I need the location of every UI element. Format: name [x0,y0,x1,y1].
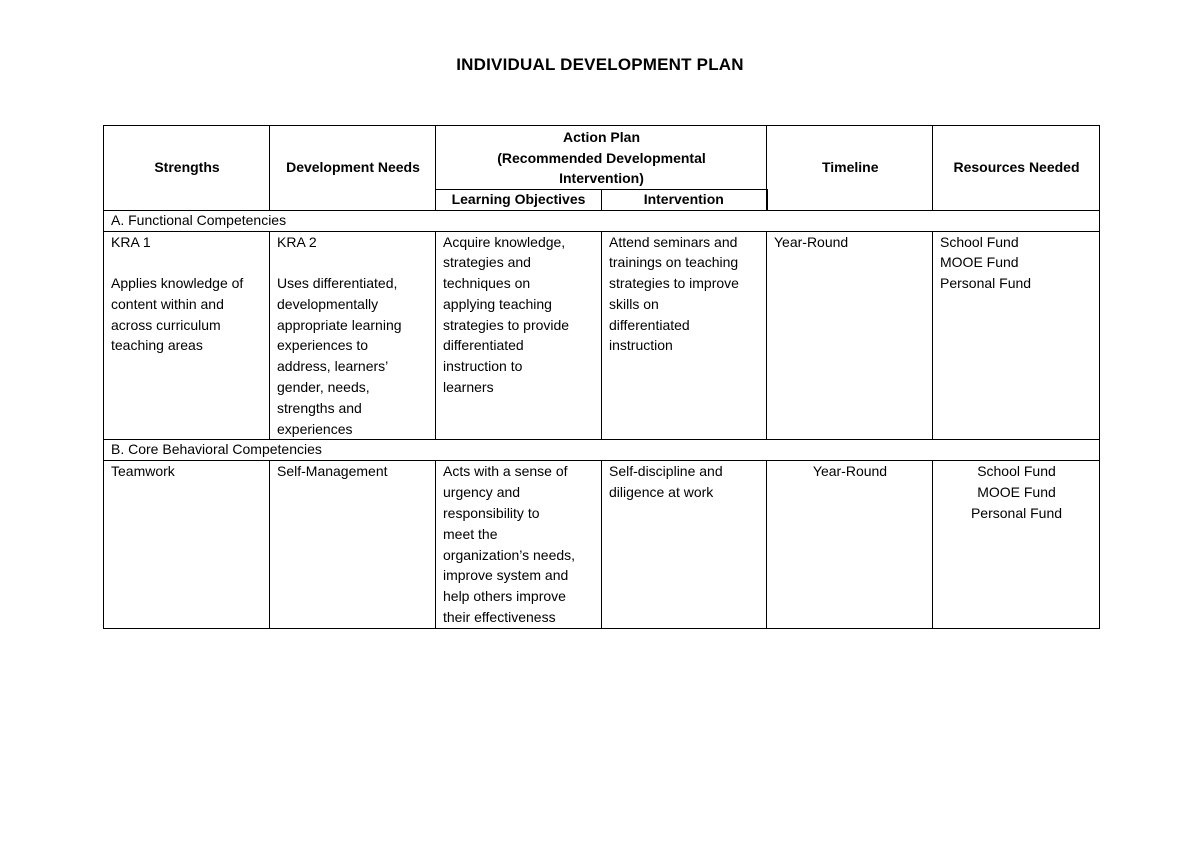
cell-line: Acts with a sense of [443,463,568,480]
header-action-plan [436,126,767,190]
cell-line: address, learners’ [277,358,389,375]
cell-line: appropriate learning [277,316,402,333]
cell-line: content within and [111,295,224,312]
cell-line: applying teaching [443,295,552,312]
header-row [104,126,1100,190]
cell-line: strategies to provide [443,316,570,333]
table-row [104,231,1100,440]
resource-item: Personal Fund [940,275,1032,292]
section-row-functional [104,210,1100,231]
cell-line: learners [443,379,494,396]
cell-line: techniques on [443,275,531,292]
table-row [104,461,1100,629]
cell-line: help others improve [443,588,566,605]
cell-line: across curriculum [111,316,221,333]
cell-line: strengths and [277,399,362,416]
cell-line: developmentally [277,295,379,312]
cell-learning-objectives [436,461,602,629]
cell-line: improve system and [443,567,569,584]
cell-line: instruction to [443,358,523,375]
cell-learning-objectives [436,231,602,440]
header-resources-needed: Resources Needed [933,126,1100,211]
cell-line: differentiated [609,316,690,333]
cell-line: Self-discipline and [609,463,723,480]
cell-line: their effectiveness [443,609,556,626]
cell-line: experiences to [277,337,369,354]
cell-development-needs [270,231,436,440]
cell-line: instruction [609,337,673,354]
section-row-core [104,440,1100,461]
cell-line: diligence at work [609,484,714,501]
page-title: INDIVIDUAL DEVELOPMENT PLAN [456,55,744,74]
cell-line: Acquire knowledge, [443,233,566,250]
header-strengths: Strengths [104,126,270,211]
header-development-needs: Development Needs [270,126,436,211]
cell-intervention [602,461,767,629]
cell-timeline: Year-Round [767,461,933,629]
section-label: A. Functional Competencies [104,210,1100,231]
cell-line: teaching areas [111,337,203,354]
action-plan-subtitle-1: (Recommended Developmental [497,149,706,166]
header-intervention: Intervention [602,189,767,210]
cell-line: organization’s needs, [443,546,576,563]
cell-line: responsibility to [443,505,540,522]
cell-line: meet the [443,525,498,542]
cell-line: experiences [277,420,353,437]
cell-intervention [602,231,767,440]
header-timeline: Timeline [767,126,933,211]
cell-timeline: Year-Round [767,231,933,440]
kra-label: KRA 2 [277,233,317,250]
resource-item: School Fund [940,233,1019,250]
resource-item: MOOE Fund [977,484,1056,501]
cell-line: differentiated [443,337,524,354]
development-plan-table [103,125,1100,629]
cell-resources [933,231,1100,440]
cell-resources [933,461,1100,629]
resource-item: School Fund [977,463,1056,480]
cell-line: Applies knowledge of [111,275,244,292]
cell-line: strategies and [443,254,531,271]
header-learning-objectives: Learning Objectives [436,189,602,210]
cell-line: skills on [609,295,659,312]
cell-strengths: Teamwork [104,461,270,629]
cell-line: gender, needs, [277,379,370,396]
cell-line: trainings on teaching [609,254,739,271]
cell-line: Attend seminars and [609,233,738,250]
section-label: B. Core Behavioral Competencies [104,440,1100,461]
action-plan-title: Action Plan [562,129,640,145]
cell-strengths [104,231,270,440]
resource-item: Personal Fund [970,505,1063,522]
cell-line: strategies to improve [609,275,739,292]
cell-line: urgency and [443,484,521,501]
cell-development-needs: Self-Management [270,461,436,629]
resource-item: MOOE Fund [940,254,1019,271]
kra-label: KRA 1 [111,233,151,250]
cell-line: Uses differentiated, [277,275,398,292]
action-plan-subtitle-2: Intervention) [559,170,644,186]
